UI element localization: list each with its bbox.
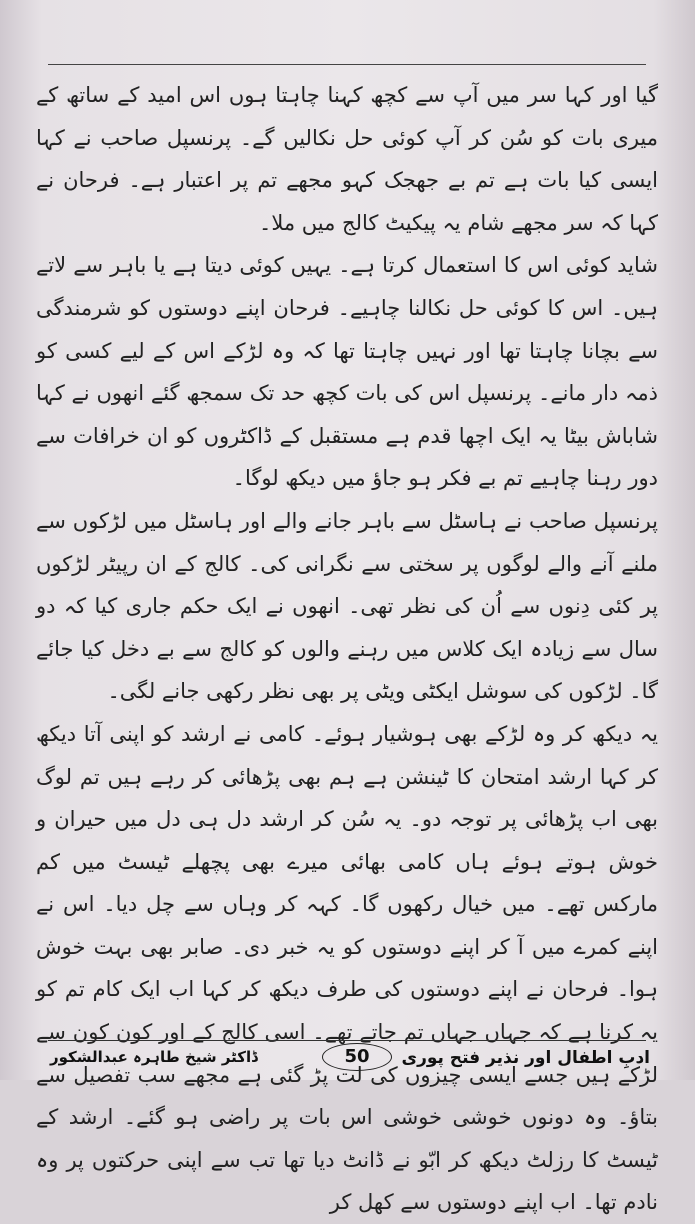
book-title: ادبِ اطفال اور نذیر فتح پوری: [401, 1048, 650, 1068]
author-name: ڈاکٹر شیخ طاہرہ عبدالشکور: [50, 1048, 258, 1066]
page-footer: [20, 1043, 680, 1077]
paragraph-3: پرنسپل صاحب نے ہاسٹل سے باہر جانے والے اور ہاسٹل میں لڑکوں سے ملنے آنے والے لوگوں پر سختی سے نگرانی کی۔ کالج کے ان رپیٹر لڑکوں پر کئی دِنوں سے اُن کی نظر تھی۔ انھوں نے ایک حکم جاری کیا کہ دو سال سے زیادہ ایک کلاس میں رہنے والوں کو کالج سے بے دخل کیا جائے گا۔ لڑکوں کی سوشل ایکٹی ویٹی پر بھی نظر رکھی جانے لگی۔: [36, 508, 658, 704]
top-rule: [48, 64, 646, 65]
page-number: 50: [322, 1043, 392, 1071]
paragraph-4: یہ دیکھ کر وہ لڑکے بھی ہوشیار ہوئے۔ کامی نے ارشد کو اپنی آتا دیکھ کر کہا ارشد امتحان کا ٹینشن ہے ہم بھی پڑھائی کر رہے ہیں تم لوگ بھی اب پڑھائی پر توجہ دو۔ یہ سُن کر ارشد دل ہی دل میں حیران و خوش ہوتے ہوئے ہاں کامی بھائی میرے بھی پچھلے ٹیسٹ میں کم مارکس تھے۔ میں خیال رکھوں گا۔ کہہ کر وہاں سے چل دیا۔ اس نے اپنے کمرے میں آ کر اپنے دوستوں کو یہ خبر دی۔ صابر بھی بہت خوش ہوا۔ فرحان نے اپنے دوستوں کی طرف دیکھ کر کہا اب ایک کام تم کو یہ کرنا ہے کہ جہاں جہاں تم جاتے تھے۔ اسی کالج کے اور کون کون سے لڑکے ہیں جسے ایسی چیزوں کی لت پڑ گئی ہے مجھے سب تفصیل سے بتاؤ۔ وہ دونوں خوشی خوشی اس بات پر راضی ہو گئے۔ ارشد کے ٹیسٹ کا رزلٹ دیکھ کر ابّو نے ڈانٹ دیا تھا تب سے اپنی حرکتوں پر وہ نادم تھا۔ اب اپنے دوستوں سے کھل کر: [36, 721, 658, 1215]
paragraph-2: شاید کوئی اس کا استعمال کرتا ہے۔ یہیں کوئی دیتا ہے یا باہر سے لاتے ہیں۔ اس کا کوئی حل نکالنا چاہیے۔ فرحان اپنے دوستوں کو شرمندگی سے بچانا چاہتا تھا اور نہیں چاہتا تھا کہ وہ لڑکے اس کے لیے کسی کو ذمہ دار مانے۔ پرنسپل اس کی بات کچھ حد تک سمجھ گئے انھوں نے کہا شاباش بیٹا یہ ایک اچھا قدم ہے مستقبل کے ڈاکٹروں کو ان خرافات سے دور رہنا چاہیے تم بے فکر ہو جاؤ میں دیکھ لوگا۔: [36, 253, 658, 491]
paragraph-1: گیا اور کہا سر میں آپ سے کچھ کہنا چاہتا ہوں اس امید کے ساتھ کے میری بات کو سُن کر آپ کوئی حل نکالیں گے۔ پرنسپل صاحب نے کہا ایسی کیا بات ہے تم بے جھجک کہو مجھے تم پر اعتبار ہے۔ فرحان نے کہا کہ سر مجھے شام یہ پیکیٹ کالج میں ملا۔: [36, 83, 658, 235]
footer-rule: [48, 1040, 646, 1041]
